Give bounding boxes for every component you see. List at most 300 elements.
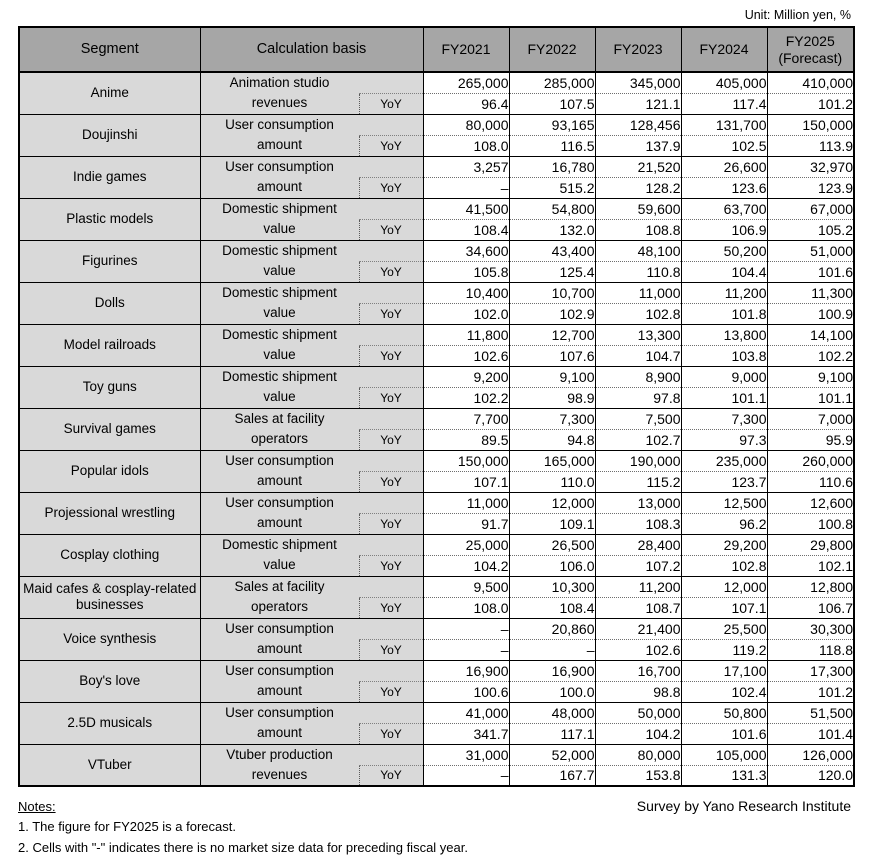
yoy-spacer-cell xyxy=(359,408,423,429)
table-row xyxy=(19,576,854,597)
market-size-value-cell: 12,800 xyxy=(767,576,854,597)
yoy-value-cell: 107.5 xyxy=(509,93,595,114)
market-size-value-cell: 9,500 xyxy=(423,576,509,597)
yoy-value-cell: 108.0 xyxy=(423,135,509,156)
market-size-value-cell: 93,165 xyxy=(509,114,595,135)
yoy-value-cell: 101.2 xyxy=(767,93,854,114)
yoy-value-cell: 102.0 xyxy=(423,303,509,324)
yoy-value-cell: 101.1 xyxy=(681,387,767,408)
yoy-value-cell: 107.6 xyxy=(509,345,595,366)
market-size-value-cell: 12,500 xyxy=(681,492,767,513)
yoy-value-cell: 102.2 xyxy=(767,345,854,366)
yoy-value-cell: 98.8 xyxy=(595,681,681,702)
yoy-value-cell: 104.7 xyxy=(595,345,681,366)
calculation-basis-line-2: value xyxy=(263,263,296,278)
yoy-value-cell: 103.8 xyxy=(681,345,767,366)
yoy-value-cell: 89.5 xyxy=(423,429,509,450)
market-size-value-cell: 80,000 xyxy=(595,744,681,765)
calculation-basis-line-2: value xyxy=(263,389,296,404)
market-size-value-cell: 345,000 xyxy=(595,72,681,93)
yoy-value-cell: 106.0 xyxy=(509,555,595,576)
market-size-value-cell: 9,100 xyxy=(509,366,595,387)
market-size-value-cell: 12,600 xyxy=(767,492,854,513)
yoy-label-cell: YoY xyxy=(359,177,423,198)
calculation-basis-line-1: Sales at facility xyxy=(234,579,325,594)
market-size-value-cell: 11,000 xyxy=(423,492,509,513)
yoy-value-cell: 153.8 xyxy=(595,765,681,786)
table-row xyxy=(19,492,854,513)
table-row xyxy=(19,156,854,177)
segment-name-cell: Figurines xyxy=(19,240,200,282)
calculation-basis-cell xyxy=(200,114,359,156)
segment-name-cell: Doujinshi xyxy=(19,114,200,156)
yoy-value-cell: 116.5 xyxy=(509,135,595,156)
market-size-value-cell: 235,000 xyxy=(681,450,767,471)
calculation-basis-cell xyxy=(200,282,359,324)
yoy-value-cell: 102.5 xyxy=(681,135,767,156)
calculation-basis-line-2: revenues xyxy=(251,95,308,111)
yoy-spacer-cell xyxy=(359,576,423,597)
market-size-value-cell: 50,800 xyxy=(681,702,767,723)
table-row xyxy=(19,72,854,93)
market-size-value-cell: 150,000 xyxy=(767,114,854,135)
market-size-value-cell: 105,000 xyxy=(681,744,767,765)
calculation-basis-line-1: User consumption xyxy=(225,453,334,468)
calculation-basis-line-1: Domestic shipment xyxy=(222,285,337,300)
yoy-value-cell: 91.7 xyxy=(423,513,509,534)
market-size-value-cell: 3,257 xyxy=(423,156,509,177)
calculation-basis-line-2: amount xyxy=(256,641,303,656)
yoy-spacer-cell xyxy=(359,198,423,219)
calculation-basis-line-2: amount xyxy=(256,725,303,740)
market-size-value-cell: 16,900 xyxy=(423,660,509,681)
segment-name-cell: Cosplay clothing xyxy=(19,534,200,576)
yoy-value-cell: 115.2 xyxy=(595,471,681,492)
yoy-value-cell: 515.2 xyxy=(509,177,595,198)
calculation-basis-line-1: Vtuber production xyxy=(226,746,333,762)
table-header xyxy=(19,27,854,72)
yoy-value-cell: 105.8 xyxy=(423,261,509,282)
yoy-value-cell: 108.4 xyxy=(423,219,509,240)
calculation-basis-cell xyxy=(200,450,359,492)
yoy-value-cell: 102.2 xyxy=(423,387,509,408)
calculation-basis-cell xyxy=(200,366,359,408)
market-size-value-cell: – xyxy=(423,618,509,639)
market-size-value-cell: 265,000 xyxy=(423,72,509,93)
segment-name-cell: Dolls xyxy=(19,282,200,324)
yoy-value-cell: 94.8 xyxy=(509,429,595,450)
calculation-basis-line-2: amount xyxy=(256,179,303,194)
column-header-calculation-basis: Calculation basis xyxy=(200,27,423,72)
table-row xyxy=(19,450,854,471)
calculation-basis-line-1: User consumption xyxy=(225,159,334,174)
yoy-value-cell: – xyxy=(423,177,509,198)
yoy-label-cell: YoY xyxy=(359,597,423,618)
calculation-basis-line-2: value xyxy=(263,557,296,572)
yoy-spacer-cell xyxy=(359,450,423,471)
yoy-spacer-cell xyxy=(359,282,423,303)
yoy-value-cell: 98.9 xyxy=(509,387,595,408)
market-size-value-cell: 67,000 xyxy=(767,198,854,219)
yoy-value-cell: 100.9 xyxy=(767,303,854,324)
table-row xyxy=(19,114,854,135)
market-size-value-cell: 21,400 xyxy=(595,618,681,639)
column-header-segment: Segment xyxy=(19,27,200,72)
calculation-basis-cell xyxy=(200,702,359,744)
segment-name-cell: Voice synthesis xyxy=(19,618,200,660)
table-row xyxy=(19,702,854,723)
column-header-fy2022: FY2022 xyxy=(509,27,595,72)
calculation-basis-line-2: revenues xyxy=(251,766,308,782)
yoy-value-cell: 100.8 xyxy=(767,513,854,534)
yoy-spacer-cell xyxy=(359,534,423,555)
calculation-basis-line-1: Domestic shipment xyxy=(222,537,337,552)
yoy-value-cell: 110.0 xyxy=(509,471,595,492)
footer-top-line xyxy=(18,798,851,816)
yoy-value-cell: 137.9 xyxy=(595,135,681,156)
calculation-basis-cell xyxy=(200,618,359,660)
yoy-value-cell: 119.2 xyxy=(681,639,767,660)
calculation-basis-line-1: Domestic shipment xyxy=(222,243,337,258)
market-size-value-cell: 410,000 xyxy=(767,72,854,93)
yoy-value-cell: 101.1 xyxy=(767,387,854,408)
segment-name-cell: VTuber xyxy=(19,744,200,786)
yoy-value-cell: 97.8 xyxy=(595,387,681,408)
yoy-label-cell: YoY xyxy=(359,765,423,786)
market-size-value-cell: 59,600 xyxy=(595,198,681,219)
yoy-value-cell: 132.0 xyxy=(509,219,595,240)
table-row xyxy=(19,534,854,555)
table-row xyxy=(19,744,854,765)
column-header-fy2023: FY2023 xyxy=(595,27,681,72)
market-size-value-cell: 20,860 xyxy=(509,618,595,639)
market-size-value-cell: 41,000 xyxy=(423,702,509,723)
yoy-value-cell: 102.7 xyxy=(595,429,681,450)
note-1: 1. The figure for FY2025 is a forecast. xyxy=(18,819,236,834)
table-row xyxy=(19,660,854,681)
yoy-label-cell: YoY xyxy=(359,723,423,744)
calculation-basis-line-1: User consumption xyxy=(225,663,334,678)
market-size-value-cell: 13,300 xyxy=(595,324,681,345)
segment-name-cell: Maid cafes & cosplay-related businesses xyxy=(19,576,200,618)
market-size-value-cell: 16,780 xyxy=(509,156,595,177)
column-header-fy2025: FY2025 (Forecast) xyxy=(767,27,854,72)
yoy-value-cell: 102.8 xyxy=(681,555,767,576)
market-size-value-cell: 10,300 xyxy=(509,576,595,597)
yoy-value-cell: 102.9 xyxy=(509,303,595,324)
market-size-value-cell: 260,000 xyxy=(767,450,854,471)
market-size-value-cell: 41,500 xyxy=(423,198,509,219)
yoy-spacer-cell xyxy=(359,660,423,681)
market-size-value-cell: 150,000 xyxy=(423,450,509,471)
yoy-value-cell: 106.7 xyxy=(767,597,854,618)
yoy-spacer-cell xyxy=(359,72,423,93)
column-header-fy2024: FY2024 xyxy=(681,27,767,72)
unit-caption: Unit: Million yen, % xyxy=(744,8,851,22)
table-row xyxy=(19,618,854,639)
yoy-label-cell: YoY xyxy=(359,639,423,660)
segment-name-cell: Survival games xyxy=(19,408,200,450)
calculation-basis-cell xyxy=(200,324,359,366)
calculation-basis-cell xyxy=(200,492,359,534)
market-size-value-cell: 32,970 xyxy=(767,156,854,177)
yoy-value-cell: 123.6 xyxy=(681,177,767,198)
segment-name-cell: Anime xyxy=(19,72,200,114)
market-size-value-cell: 10,700 xyxy=(509,282,595,303)
table-body xyxy=(19,72,854,786)
calculation-basis-cell xyxy=(200,72,359,114)
calculation-basis-line-2: operators xyxy=(250,431,309,446)
calculation-basis-line-2: amount xyxy=(256,137,303,152)
table-row xyxy=(19,366,854,387)
market-size-value-cell: 25,000 xyxy=(423,534,509,555)
market-size-value-cell: 285,000 xyxy=(509,72,595,93)
calculation-basis-cell xyxy=(200,576,359,618)
yoy-value-cell: 101.8 xyxy=(681,303,767,324)
yoy-label-cell: YoY xyxy=(359,387,423,408)
calculation-basis-cell xyxy=(200,534,359,576)
segment-name-cell: 2.5D musicals xyxy=(19,702,200,744)
yoy-value-cell: 102.6 xyxy=(423,345,509,366)
yoy-value-cell: 108.7 xyxy=(595,597,681,618)
market-size-value-cell: 50,200 xyxy=(681,240,767,261)
yoy-spacer-cell xyxy=(359,324,423,345)
market-size-value-cell: 11,800 xyxy=(423,324,509,345)
yoy-value-cell: 101.4 xyxy=(767,723,854,744)
calculation-basis-line-2: value xyxy=(263,221,296,236)
yoy-value-cell: 104.2 xyxy=(423,555,509,576)
market-size-value-cell: 25,500 xyxy=(681,618,767,639)
yoy-value-cell: 121.1 xyxy=(595,93,681,114)
market-size-value-cell: 405,000 xyxy=(681,72,767,93)
yoy-value-cell: 102.8 xyxy=(595,303,681,324)
yoy-value-cell: 95.9 xyxy=(767,429,854,450)
calculation-basis-line-1: User consumption xyxy=(225,495,334,510)
market-size-value-cell: 190,000 xyxy=(595,450,681,471)
yoy-value-cell: 105.2 xyxy=(767,219,854,240)
calculation-basis-line-2: amount xyxy=(256,683,303,698)
market-size-value-cell: 126,000 xyxy=(767,744,854,765)
market-size-value-cell: 14,100 xyxy=(767,324,854,345)
market-size-value-cell: 9,200 xyxy=(423,366,509,387)
market-size-value-cell: 131,700 xyxy=(681,114,767,135)
yoy-spacer-cell xyxy=(359,114,423,135)
header-row xyxy=(19,27,854,72)
market-size-value-cell: 13,000 xyxy=(595,492,681,513)
calculation-basis-line-1: Domestic shipment xyxy=(222,327,337,342)
market-size-value-cell: 7,700 xyxy=(423,408,509,429)
table-row xyxy=(19,324,854,345)
yoy-value-cell: 108.0 xyxy=(423,597,509,618)
market-size-value-cell: 29,800 xyxy=(767,534,854,555)
yoy-value-cell: 128.2 xyxy=(595,177,681,198)
yoy-value-cell: 102.4 xyxy=(681,681,767,702)
yoy-label-cell: YoY xyxy=(359,513,423,534)
market-size-value-cell: 26,500 xyxy=(509,534,595,555)
market-size-value-cell: 128,456 xyxy=(595,114,681,135)
market-size-value-cell: 9,100 xyxy=(767,366,854,387)
market-size-value-cell: 16,700 xyxy=(595,660,681,681)
table-footer xyxy=(18,798,851,858)
yoy-label-cell: YoY xyxy=(359,261,423,282)
market-size-value-cell: 16,900 xyxy=(509,660,595,681)
segment-name-cell: Popular idols xyxy=(19,450,200,492)
yoy-label-cell: YoY xyxy=(359,429,423,450)
yoy-value-cell: 102.1 xyxy=(767,555,854,576)
calculation-basis-line-1: Domestic shipment xyxy=(222,201,337,216)
market-size-value-cell: 21,520 xyxy=(595,156,681,177)
yoy-value-cell: 101.6 xyxy=(681,723,767,744)
yoy-label-cell: YoY xyxy=(359,345,423,366)
yoy-spacer-cell xyxy=(359,618,423,639)
market-size-value-cell: 11,000 xyxy=(595,282,681,303)
yoy-value-cell: 117.1 xyxy=(509,723,595,744)
yoy-value-cell: 97.3 xyxy=(681,429,767,450)
yoy-value-cell: 108.8 xyxy=(595,219,681,240)
table-row xyxy=(19,240,854,261)
market-size-value-cell: 80,000 xyxy=(423,114,509,135)
yoy-value-cell: 131.3 xyxy=(681,765,767,786)
yoy-spacer-cell xyxy=(359,492,423,513)
market-size-value-cell: 7,000 xyxy=(767,408,854,429)
calculation-basis-line-1: Domestic shipment xyxy=(222,369,337,384)
market-size-value-cell: 48,100 xyxy=(595,240,681,261)
yoy-spacer-cell xyxy=(359,156,423,177)
market-size-table xyxy=(18,26,855,787)
market-size-value-cell: 11,300 xyxy=(767,282,854,303)
yoy-value-cell: 109.1 xyxy=(509,513,595,534)
yoy-spacer-cell xyxy=(359,240,423,261)
yoy-value-cell: 107.1 xyxy=(423,471,509,492)
calculation-basis-line-1: Sales at facility xyxy=(234,411,325,426)
market-size-value-cell: 48,000 xyxy=(509,702,595,723)
yoy-value-cell: 125.4 xyxy=(509,261,595,282)
market-size-value-cell: 8,900 xyxy=(595,366,681,387)
column-header-fy2021: FY2021 xyxy=(423,27,509,72)
yoy-value-cell: 108.3 xyxy=(595,513,681,534)
market-size-value-cell: 34,600 xyxy=(423,240,509,261)
table-row xyxy=(19,198,854,219)
yoy-value-cell: 96.2 xyxy=(681,513,767,534)
yoy-value-cell: 102.6 xyxy=(595,639,681,660)
yoy-label-cell: YoY xyxy=(359,135,423,156)
yoy-value-cell: 101.2 xyxy=(767,681,854,702)
yoy-value-cell: 110.6 xyxy=(767,471,854,492)
yoy-value-cell: 113.9 xyxy=(767,135,854,156)
yoy-value-cell: 107.1 xyxy=(681,597,767,618)
yoy-value-cell: 96.4 xyxy=(423,93,509,114)
calculation-basis-line-2: operators xyxy=(250,599,309,614)
market-size-value-cell: 51,000 xyxy=(767,240,854,261)
notes-heading: Notes: xyxy=(18,799,56,814)
segment-name-cell: Projessional wrestling xyxy=(19,492,200,534)
market-size-value-cell: 63,700 xyxy=(681,198,767,219)
market-size-value-cell: 29,200 xyxy=(681,534,767,555)
calculation-basis-line-2: value xyxy=(263,347,296,362)
calculation-basis-cell xyxy=(200,408,359,450)
calculation-basis-cell xyxy=(200,240,359,282)
calculation-basis-line-2: amount xyxy=(256,515,303,530)
yoy-label-cell: YoY xyxy=(359,303,423,324)
market-size-value-cell: 54,800 xyxy=(509,198,595,219)
market-size-value-cell: 12,000 xyxy=(509,492,595,513)
yoy-spacer-cell xyxy=(359,702,423,723)
market-size-value-cell: 7,300 xyxy=(681,408,767,429)
yoy-value-cell: 101.6 xyxy=(767,261,854,282)
yoy-value-cell: 104.4 xyxy=(681,261,767,282)
market-size-value-cell: 50,000 xyxy=(595,702,681,723)
yoy-label-cell: YoY xyxy=(359,219,423,240)
table-row xyxy=(19,408,854,429)
calculation-basis-cell xyxy=(200,198,359,240)
market-size-value-cell: 11,200 xyxy=(681,282,767,303)
yoy-spacer-cell xyxy=(359,744,423,765)
calculation-basis-line-2: value xyxy=(263,305,296,320)
market-size-value-cell: 31,000 xyxy=(423,744,509,765)
yoy-value-cell: 108.4 xyxy=(509,597,595,618)
market-size-value-cell: 51,500 xyxy=(767,702,854,723)
yoy-value-cell: 167.7 xyxy=(509,765,595,786)
yoy-value-cell: 120.0 xyxy=(767,765,854,786)
calculation-basis-line-1: User consumption xyxy=(225,621,334,636)
yoy-value-cell: 100.6 xyxy=(423,681,509,702)
market-size-value-cell: 11,200 xyxy=(595,576,681,597)
yoy-value-cell: 118.8 xyxy=(767,639,854,660)
yoy-label-cell: YoY xyxy=(359,471,423,492)
market-size-value-cell: 17,100 xyxy=(681,660,767,681)
market-size-value-cell: 10,400 xyxy=(423,282,509,303)
yoy-value-cell: 107.2 xyxy=(595,555,681,576)
yoy-value-cell: 123.9 xyxy=(767,177,854,198)
market-size-table-container xyxy=(18,26,851,787)
segment-name-cell: Toy guns xyxy=(19,366,200,408)
calculation-basis-line-2: amount xyxy=(256,473,303,488)
market-size-value-cell: 26,600 xyxy=(681,156,767,177)
segment-name-cell: Indie games xyxy=(19,156,200,198)
market-size-value-cell: 43,400 xyxy=(509,240,595,261)
yoy-value-cell: 104.2 xyxy=(595,723,681,744)
market-size-value-cell: 12,700 xyxy=(509,324,595,345)
calculation-basis-line-1: User consumption xyxy=(225,705,334,720)
note-2: 2. Cells with "-" indicates there is no market size data for preceding fiscal year. xyxy=(18,840,468,855)
yoy-value-cell: 106.9 xyxy=(681,219,767,240)
segment-name-cell: Model railroads xyxy=(19,324,200,366)
yoy-value-cell: 341.7 xyxy=(423,723,509,744)
market-size-value-cell: 13,800 xyxy=(681,324,767,345)
yoy-value-cell: 110.8 xyxy=(595,261,681,282)
yoy-value-cell: – xyxy=(509,639,595,660)
calculation-basis-line-1: User consumption xyxy=(225,117,334,132)
yoy-value-cell: – xyxy=(423,765,509,786)
yoy-spacer-cell xyxy=(359,366,423,387)
market-size-value-cell: 28,400 xyxy=(595,534,681,555)
market-size-value-cell: 30,300 xyxy=(767,618,854,639)
segment-name-cell: Plastic models xyxy=(19,198,200,240)
calculation-basis-cell xyxy=(200,156,359,198)
yoy-label-cell: YoY xyxy=(359,555,423,576)
calculation-basis-cell xyxy=(200,744,359,786)
yoy-value-cell: – xyxy=(423,639,509,660)
market-size-value-cell: 52,000 xyxy=(509,744,595,765)
market-size-value-cell: 7,300 xyxy=(509,408,595,429)
segment-name-cell: Boy's love xyxy=(19,660,200,702)
yoy-value-cell: 117.4 xyxy=(681,93,767,114)
yoy-label-cell: YoY xyxy=(359,93,423,114)
market-size-value-cell: 12,000 xyxy=(681,576,767,597)
market-size-value-cell: 7,500 xyxy=(595,408,681,429)
yoy-label-cell: YoY xyxy=(359,681,423,702)
market-size-value-cell: 9,000 xyxy=(681,366,767,387)
